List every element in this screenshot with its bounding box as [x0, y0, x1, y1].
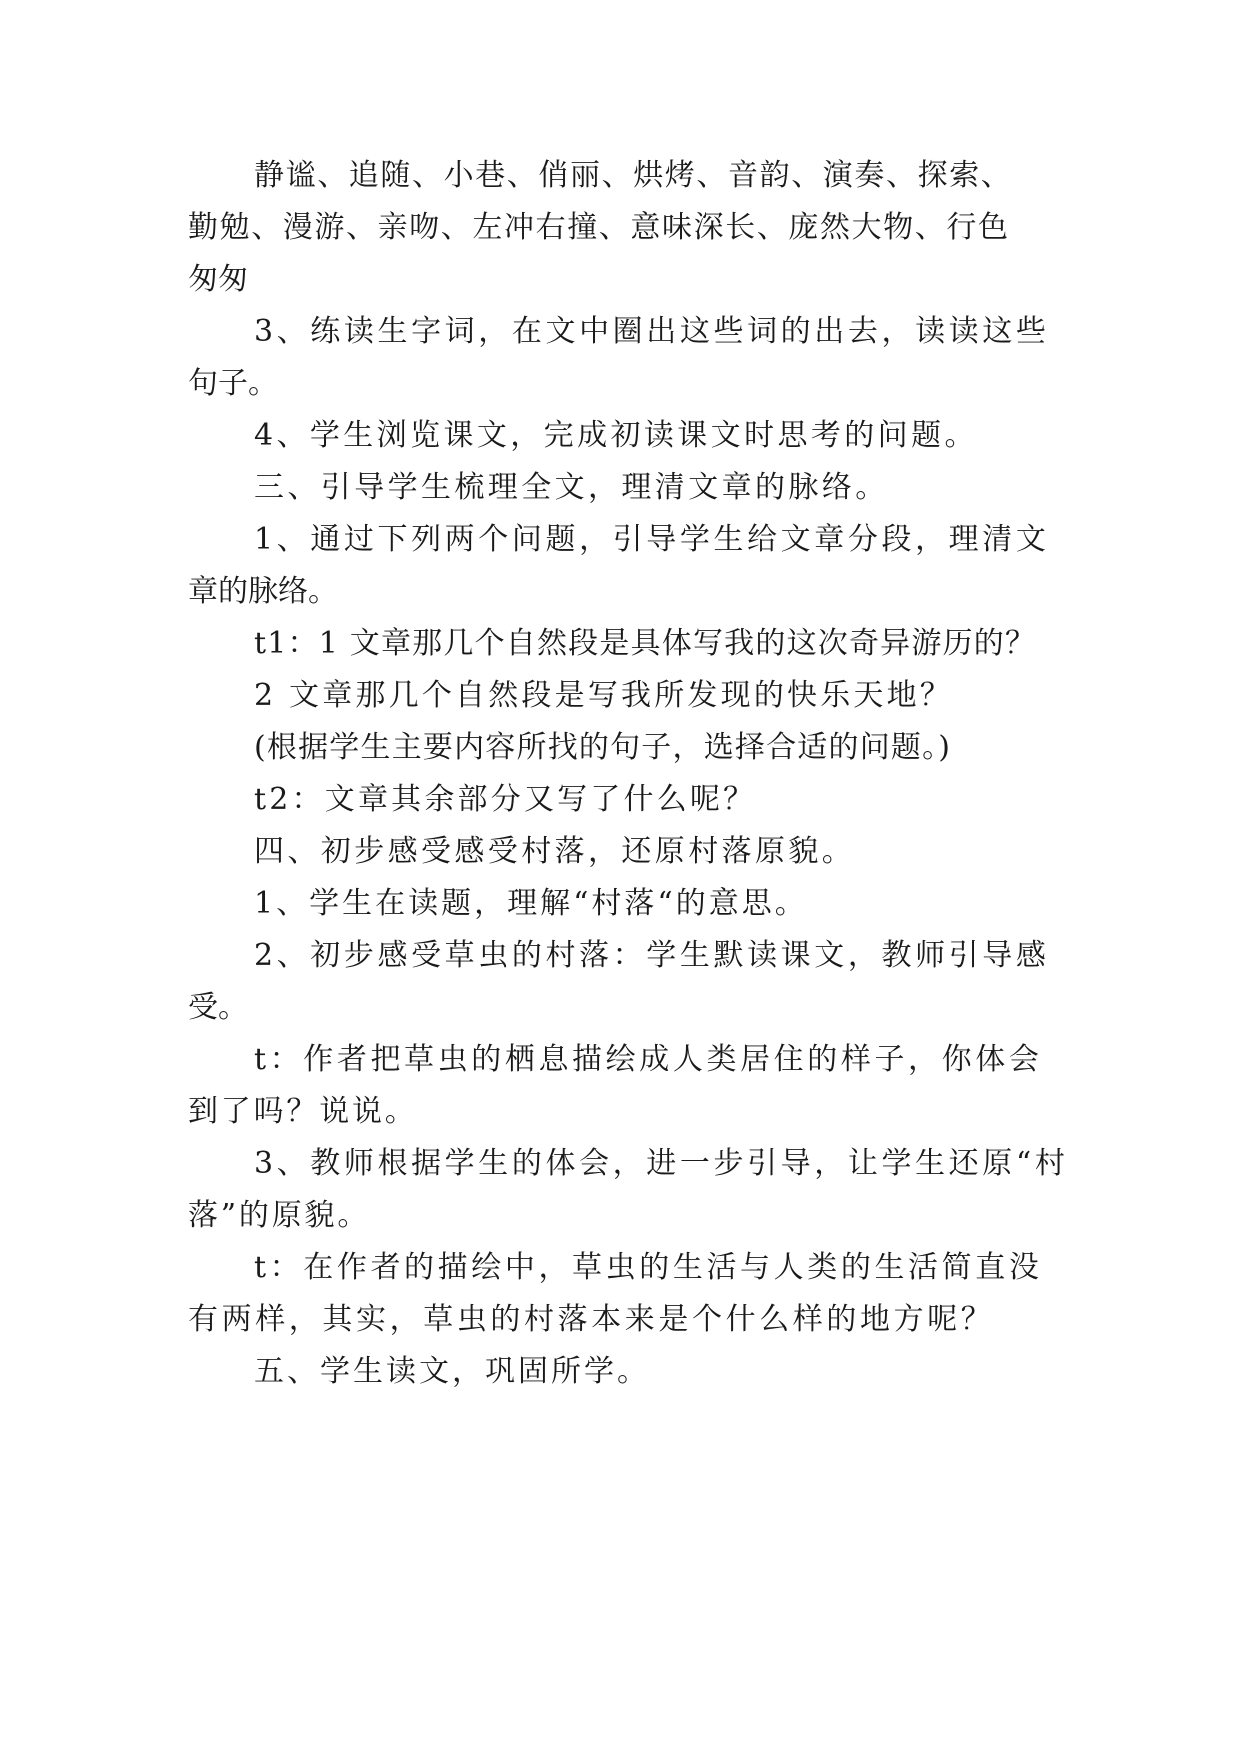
paragraph-line: 静谧、追随、小巷、俏丽、烘烤、音韵、演奏、探索、 — [254, 158, 1013, 193]
paragraph-line: 1、学生在读题，理解“村落“的意思。 — [254, 886, 808, 921]
paragraph-line: 勤勉、漫游、亲吻、左冲右撞、意味深长、庞然大物、行色 — [188, 210, 1010, 245]
paragraph-line: 到了吗？说说。 — [188, 1094, 418, 1129]
paragraph-line: 匆匆 — [188, 262, 248, 297]
paragraph-line: t：在作者的描绘中，草虫的生活与人类的生活简直没 — [254, 1250, 1043, 1285]
section-heading: 三、引导学生梳理全文，理清文章的脉络。 — [254, 470, 889, 505]
section-heading: 五、学生读文，巩固所学。 — [254, 1354, 650, 1389]
paragraph-line: 有两样，其实，草虫的村落本来是个什么样的地方呢？ — [188, 1302, 995, 1337]
question-line: 2 文章那几个自然段是写我所发现的快乐天地？ — [254, 678, 954, 713]
paragraph-line: (根据学生主要内容所找的句子，选择合适的问题。) — [254, 730, 952, 765]
paragraph-line: 3、练读生字词，在文中圈出这些词的出去，读读这些 — [254, 314, 1050, 349]
paragraph-line: 4、学生浏览课文，完成初读课文时思考的问题。 — [254, 418, 978, 453]
section-heading: 四、初步感受感受村落，还原村落原貌。 — [254, 834, 856, 869]
paragraph-line: 1、通过下列两个问题，引导学生给文章分段，理清文 — [254, 522, 1050, 557]
paragraph-line: 2、初步感受草虫的村落：学生默读课文，教师引导感 — [254, 938, 1050, 973]
paragraph-line: t：作者把草虫的栖息描绘成人类居住的样子，你体会 — [254, 1042, 1043, 1077]
question-line: t2：文章其余部分又写了什么呢？ — [254, 782, 757, 817]
paragraph-line: 句子。 — [188, 366, 278, 401]
paragraph-line: 3、教师根据学生的体会，进一步引导，让学生还原“村 — [254, 1146, 1069, 1181]
paragraph-line: 章的脉络。 — [188, 574, 338, 609]
question-line: t1：1 文章那几个自然段是具体写我的这次奇异游历的？ — [254, 626, 1037, 661]
paragraph-line: 落”的原貌。 — [188, 1198, 371, 1233]
paragraph-line: 受。 — [188, 990, 248, 1025]
